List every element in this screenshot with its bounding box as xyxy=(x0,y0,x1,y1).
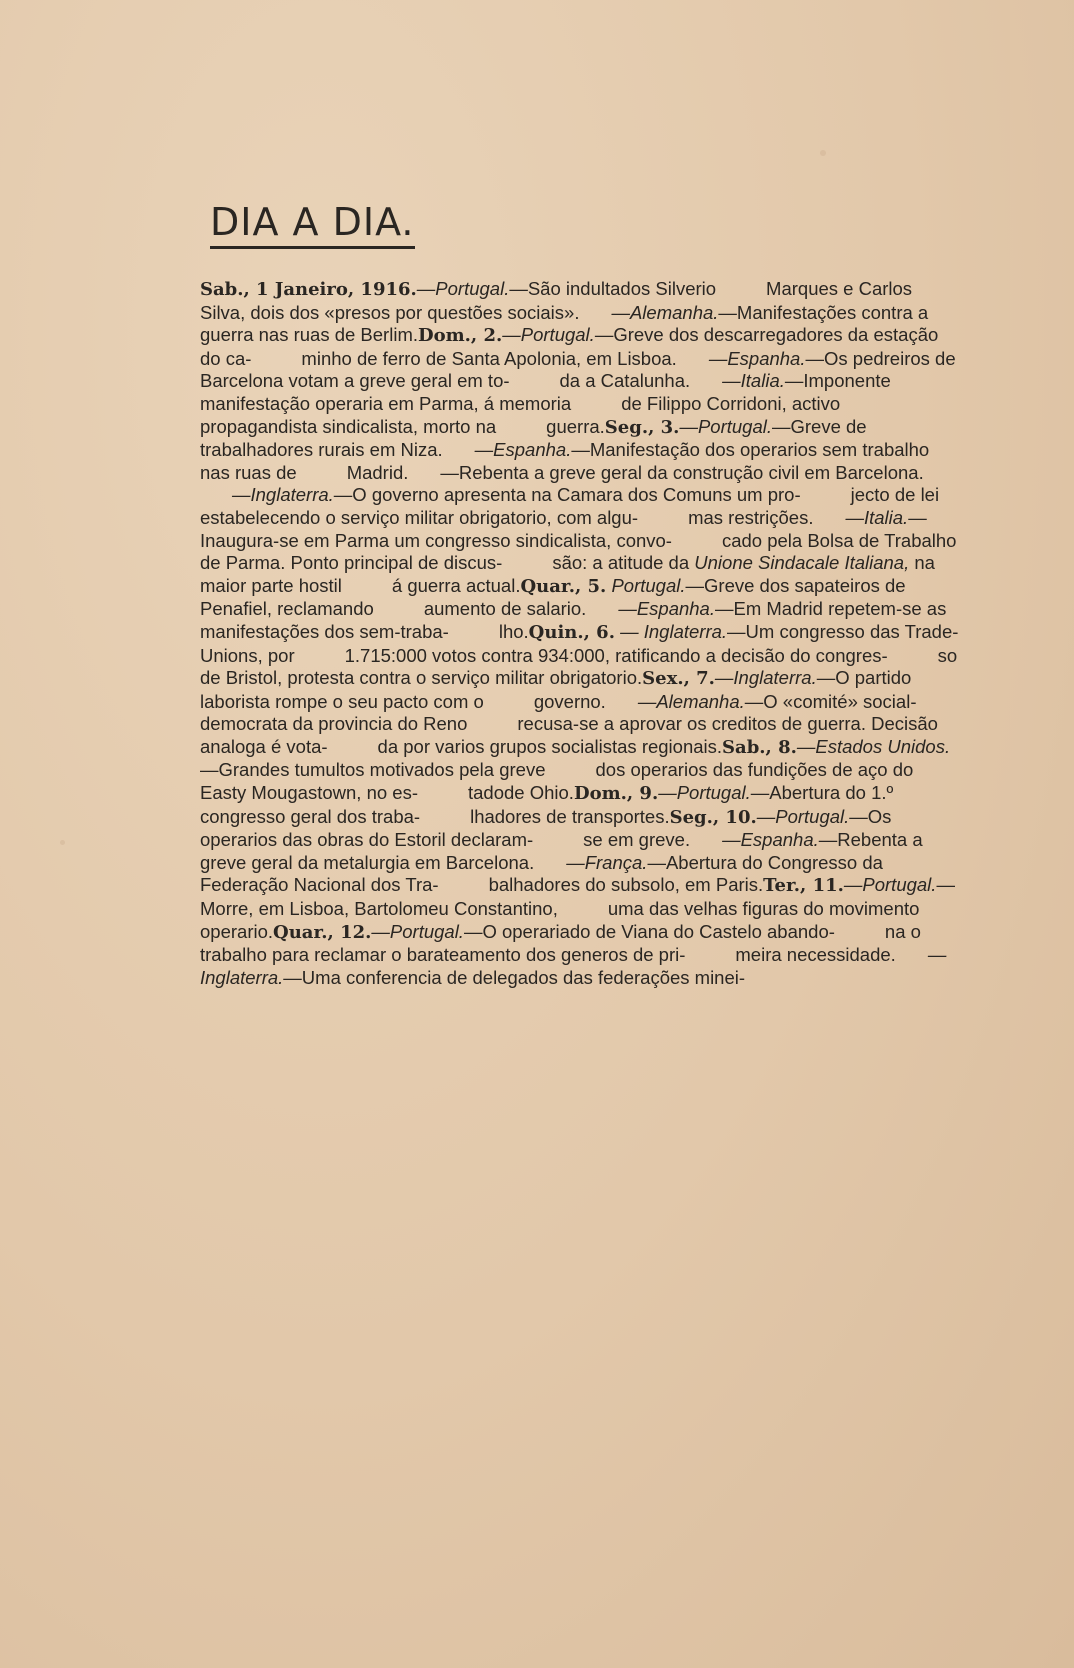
entry-text: governo. xyxy=(533,690,606,712)
country-label: —Italia. xyxy=(722,370,785,392)
entry-text: meira necessidade. xyxy=(735,944,896,966)
country-label: —Portugal. xyxy=(502,324,595,346)
entry-text: —O «comité» social-democrata da provincia do Reno xyxy=(200,690,917,735)
page-title: DIA A DIA. xyxy=(210,200,415,249)
entry-text: á guerra actual. xyxy=(391,574,521,596)
entry-text: cado pela Bolsa de Trabalho de Parma. Ponto principal de discus- xyxy=(200,529,957,574)
entry-text: —Rebenta a greve geral da metalurgia em Barcelona. xyxy=(200,829,923,873)
country-label: —Alemanha. xyxy=(637,690,745,712)
entry-text: minho de ferro de Santa Apolonia, em Lisboa. xyxy=(301,347,677,369)
entry-text: —Grandes tumultos motivados pela greve xyxy=(200,759,546,781)
country-label: —Italia. xyxy=(845,506,909,528)
day-label: Quin., 6. xyxy=(528,621,615,643)
entry-text: lhadores de transportes. xyxy=(470,805,670,827)
entry-text: —O operariado de Viana do Castelo abando- xyxy=(463,920,835,942)
text-line xyxy=(273,921,835,942)
entry-text: —São indultados Silverio xyxy=(509,278,717,299)
country-label: —Espanha. xyxy=(474,439,572,461)
text-line xyxy=(408,462,923,483)
country-label: —Portugal. xyxy=(658,782,751,804)
entry-text: —Rebenta a greve geral da construção civil em Barcelona. xyxy=(440,461,924,483)
text-line xyxy=(328,736,722,757)
entry-text: dos operarios das fundições de aço do Easty Mougastown, no es- xyxy=(200,759,914,804)
text-line xyxy=(685,944,895,965)
paper-spot xyxy=(60,840,65,845)
entry-text: na o trabalho para reclamar o barateamento dos generos de pri- xyxy=(200,920,921,966)
day-label: Dom., 2. xyxy=(418,325,503,347)
country-label: —Alemanha. xyxy=(611,301,719,323)
entry-text: se em greve. xyxy=(583,829,691,851)
day-label: Sab., 1 Janeiro, 1916. xyxy=(200,279,417,300)
entry-text: so de Bristol, protesta contra o serviço militar obrigatorio. xyxy=(200,644,958,689)
text-line xyxy=(251,348,676,369)
text-line xyxy=(200,484,801,505)
country-label: —Portugal. xyxy=(756,805,850,827)
text-line xyxy=(449,621,529,642)
text-line xyxy=(638,507,813,528)
country-label: —Inglaterra. xyxy=(232,484,334,506)
entry-text: recusa-se a aprovar os creditos de guerra. Decisão analoga é vota- xyxy=(200,713,938,757)
paper-spot xyxy=(820,150,826,156)
country-label: —Portugal. xyxy=(416,278,510,299)
country-label: —Espanha. xyxy=(722,829,819,851)
country-label: —Estados Unidos. xyxy=(796,735,951,757)
chronology-text xyxy=(200,278,962,989)
entry-text: mas restrições. xyxy=(688,506,814,528)
entry-text: —Abertura do Congresso da Federação Nacional dos Tra- xyxy=(200,851,883,896)
entry-text: —Imponente manifestação operaria em Parma, á memoria xyxy=(200,370,891,414)
entry-text: —Os operarios das obras do Estoril declaram- xyxy=(200,805,892,851)
entry-text: da a Catalunha. xyxy=(559,370,691,392)
entry-text: —Morre, em Lisboa, Bartolomeu Constantino, xyxy=(200,874,955,920)
text-line xyxy=(295,645,888,666)
country-label: —Inglaterra. xyxy=(200,944,947,988)
entry-text: de Filippo Corridoni, activo propagandista sindicalista, morto na xyxy=(200,392,841,437)
entry-text: tadode Ohio. xyxy=(468,782,574,804)
country-label: —Espanha. xyxy=(618,598,715,620)
country-label: —França. xyxy=(566,851,648,873)
entry-text: jecto de lei estabelecendo o serviço militar obrigatorio, com algu- xyxy=(200,484,940,528)
text-line xyxy=(200,278,716,299)
entry-text: aumento de salario. xyxy=(423,598,587,620)
text-line xyxy=(342,575,521,596)
day-label: Sex., 7. xyxy=(642,668,715,690)
country-label: —Portugal. xyxy=(371,920,464,942)
country-label: —Portugal. xyxy=(843,874,937,896)
entry-text: são: a atitude da xyxy=(552,552,695,574)
text-line xyxy=(297,462,409,483)
text-line xyxy=(484,691,606,712)
entry-text: —Os pedreiros de Barcelona votam a greve geral em to- xyxy=(200,347,956,392)
country-label: —Inglaterra. xyxy=(714,667,817,689)
entry-text: na maior parte hostil xyxy=(200,552,935,596)
entry-text: Marques e Carlos Silva, dois dos «presos por questões sociais». xyxy=(200,278,913,323)
text-line xyxy=(374,598,587,619)
text-line xyxy=(420,806,670,827)
country-label: Portugal. xyxy=(606,574,686,596)
entry-text: uma das velhas figuras do movimento operario. xyxy=(200,898,920,942)
entry-text: —Inaugura-se em Parma um congresso sindicalista, convo- xyxy=(200,506,927,551)
day-label: Seg., 10. xyxy=(669,806,757,828)
day-label: Dom., 9. xyxy=(573,783,659,805)
entry-text: —Greve dos sapateiros de Penafiel, reclamando xyxy=(200,574,906,620)
text-line xyxy=(510,370,691,391)
day-label: Sab., 8. xyxy=(722,736,797,758)
entry-text: —Uma conferencia de delegados das federações minei- xyxy=(283,966,746,988)
text-line xyxy=(496,416,605,437)
country-label: —Portugal. xyxy=(679,415,772,437)
text-line xyxy=(439,874,764,895)
entry-text: —O governo apresenta na Camara dos Comuns um pro- xyxy=(333,484,801,506)
country-label: Unione Sindacale Italiana, xyxy=(694,552,910,574)
entry-text: balhadores do subsolo, em Paris. xyxy=(488,874,764,896)
entry-text: Madrid. xyxy=(346,461,409,483)
entry-text: —O partido laborista rompe o seu pacto com o xyxy=(200,667,912,712)
text-line xyxy=(418,782,574,803)
day-label: Seg., 3. xyxy=(604,416,680,438)
entry-text: lho. xyxy=(498,620,529,642)
entry-text: guerra. xyxy=(546,415,605,437)
entry-text: —Manifestações contra a guerra nas ruas de Berlim. xyxy=(200,301,929,346)
entry-text: —Greve dos descarregadores da estação do ca- xyxy=(200,324,939,369)
entry-text: —Em Madrid repetem-se as manifestações dos sem-traba- xyxy=(200,598,947,642)
entry-text: —Um congresso das Trade-Unions, por xyxy=(200,620,959,666)
entry-text: 1.715:000 votos contra 934:000, ratificando a decisão do congres- xyxy=(344,644,888,666)
country-label: — Inglaterra. xyxy=(614,620,728,642)
day-label: Quar., 12. xyxy=(273,921,372,943)
day-label: Ter., 11. xyxy=(763,875,844,897)
entry-text: —Manifestação dos operarios sem trabalho nas ruas de xyxy=(200,439,930,483)
entry-text: —Greve de trabalhadores rurais em Niza. xyxy=(200,415,867,461)
day-label: Quar., 5. xyxy=(520,575,607,597)
text-line xyxy=(533,829,690,850)
entry-text: da por varios grupos socialistas regionais. xyxy=(377,735,723,757)
country-label: —Espanha. xyxy=(708,347,806,369)
entry-text: —Abertura do 1.º congresso geral dos traba- xyxy=(200,782,894,827)
